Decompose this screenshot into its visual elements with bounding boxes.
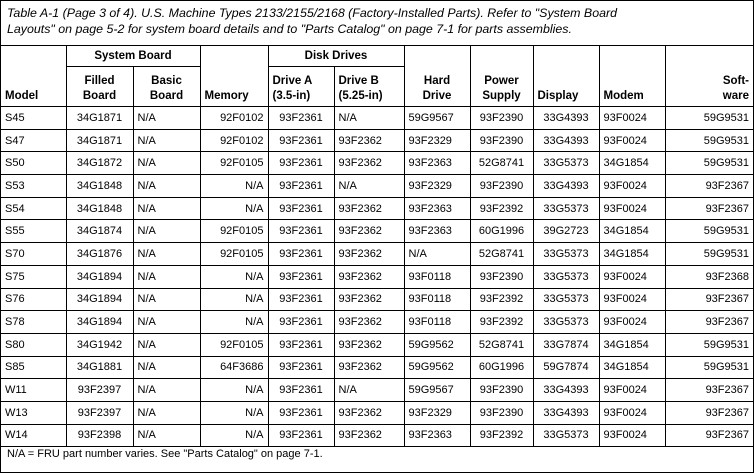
cell-modem: 93F0024 bbox=[599, 311, 665, 334]
cell-hard-drive: 93F0118 bbox=[404, 288, 470, 311]
cell-power-supply: 93F2390 bbox=[470, 129, 533, 152]
cell-drive-a: 93F2361 bbox=[268, 379, 334, 402]
header-model: Model bbox=[1, 46, 66, 107]
parts-table bbox=[1, 45, 753, 447]
cell-model: S47 bbox=[1, 129, 66, 152]
table-row bbox=[1, 379, 753, 402]
cell-basic-board: N/A bbox=[133, 129, 200, 152]
cell-model: S78 bbox=[1, 311, 66, 334]
cell-filled-board: 34G1876 bbox=[66, 243, 133, 266]
cell-drive-b: 93F2362 bbox=[334, 311, 404, 334]
cell-software: 59G9531 bbox=[665, 333, 753, 356]
cell-filled-board: 93F2397 bbox=[66, 401, 133, 424]
header-hard-drive bbox=[404, 46, 470, 107]
table-row bbox=[1, 152, 753, 175]
cell-hard-drive: 93F2363 bbox=[404, 424, 470, 447]
cell-software: 93F2367 bbox=[665, 401, 753, 424]
header-modem: Modem bbox=[599, 46, 665, 107]
cell-software: 93F2367 bbox=[665, 311, 753, 334]
cell-filled-board: 34G1874 bbox=[66, 220, 133, 243]
cell-filled-board: 34G1894 bbox=[66, 311, 133, 334]
cell-drive-b: 93F2362 bbox=[334, 288, 404, 311]
cell-display: 33G5373 bbox=[533, 288, 599, 311]
cell-memory: N/A bbox=[200, 175, 268, 198]
cell-drive-b: 93F2362 bbox=[334, 424, 404, 447]
cell-hard-drive: 93F2329 bbox=[404, 175, 470, 198]
header-filled-board-line1: Filled bbox=[84, 75, 115, 87]
cell-basic-board: N/A bbox=[133, 333, 200, 356]
cell-drive-b: 93F2362 bbox=[334, 129, 404, 152]
cell-drive-b: N/A bbox=[334, 107, 404, 130]
cell-display: 33G5373 bbox=[533, 424, 599, 447]
cell-hard-drive: 93F0118 bbox=[404, 265, 470, 288]
cell-modem: 34G1854 bbox=[599, 152, 665, 175]
cell-hard-drive: 59G9567 bbox=[404, 107, 470, 130]
header-disk-drives: Disk Drives bbox=[268, 46, 404, 67]
cell-drive-a: 93F2361 bbox=[268, 220, 334, 243]
cell-model: S80 bbox=[1, 333, 66, 356]
cell-model: S70 bbox=[1, 243, 66, 266]
cell-drive-b: 93F2362 bbox=[334, 401, 404, 424]
cell-hard-drive: 93F2363 bbox=[404, 152, 470, 175]
cell-filled-board: 93F2397 bbox=[66, 379, 133, 402]
cell-display: 33G4393 bbox=[533, 175, 599, 198]
header-drive-a-line2: (3.5-in) bbox=[272, 90, 311, 102]
cell-software: 59G9531 bbox=[665, 107, 753, 130]
cell-display: 33G5373 bbox=[533, 152, 599, 175]
cell-display: 59G7874 bbox=[533, 356, 599, 379]
cell-memory: 64F3686 bbox=[200, 356, 268, 379]
header-drive-b-line2: (5.25-in) bbox=[338, 90, 383, 102]
cell-drive-a: 93F2361 bbox=[268, 356, 334, 379]
cell-hard-drive: 59G9562 bbox=[404, 356, 470, 379]
header-software bbox=[665, 46, 753, 107]
cell-filled-board: 34G1871 bbox=[66, 129, 133, 152]
cell-memory: N/A bbox=[200, 288, 268, 311]
cell-modem: 93F0024 bbox=[599, 197, 665, 220]
cell-display: 33G5373 bbox=[533, 311, 599, 334]
cell-drive-b: 93F2362 bbox=[334, 220, 404, 243]
cell-drive-a: 93F2361 bbox=[268, 424, 334, 447]
cell-memory: N/A bbox=[200, 379, 268, 402]
cell-filled-board: 34G1848 bbox=[66, 175, 133, 198]
cell-power-supply: 93F2390 bbox=[470, 265, 533, 288]
cell-memory: N/A bbox=[200, 311, 268, 334]
cell-drive-a: 93F2361 bbox=[268, 197, 334, 220]
cell-filled-board: 34G1942 bbox=[66, 333, 133, 356]
cell-display: 33G7874 bbox=[533, 333, 599, 356]
cell-model: S53 bbox=[1, 175, 66, 198]
cell-hard-drive: 59G9567 bbox=[404, 379, 470, 402]
cell-display: 33G5373 bbox=[533, 243, 599, 266]
cell-drive-b: 93F2362 bbox=[334, 243, 404, 266]
cell-display: 33G4393 bbox=[533, 107, 599, 130]
header-power-supply-line2: Supply bbox=[482, 90, 521, 102]
cell-modem: 34G1854 bbox=[599, 333, 665, 356]
cell-memory: 92F0102 bbox=[200, 129, 268, 152]
cell-power-supply: 93F2392 bbox=[470, 197, 533, 220]
header-hard-drive-line2: Drive bbox=[422, 90, 452, 102]
cell-power-supply: 60G1996 bbox=[470, 356, 533, 379]
cell-memory: 92F0105 bbox=[200, 220, 268, 243]
cell-memory: N/A bbox=[200, 265, 268, 288]
cell-hard-drive: 59G9562 bbox=[404, 333, 470, 356]
cell-memory: 92F0105 bbox=[200, 152, 268, 175]
cell-basic-board: N/A bbox=[133, 424, 200, 447]
cell-filled-board: 34G1872 bbox=[66, 152, 133, 175]
cell-drive-a: 93F2361 bbox=[268, 401, 334, 424]
cell-basic-board: N/A bbox=[133, 197, 200, 220]
cell-memory: 92F0102 bbox=[200, 107, 268, 130]
cell-power-supply: 93F2392 bbox=[470, 424, 533, 447]
caption-line-1: Table A-1 (Page 3 of 4). U.S. Machine Types 2133/2155/2168 (Factory-Installed Parts). Refer to "System Board bbox=[7, 6, 618, 20]
header-filled-board bbox=[66, 67, 133, 107]
table-row bbox=[1, 424, 753, 447]
table-body bbox=[1, 107, 753, 447]
cell-filled-board: 34G1894 bbox=[66, 265, 133, 288]
header-drive-a bbox=[268, 67, 334, 107]
cell-basic-board: N/A bbox=[133, 152, 200, 175]
header-power-supply-line1: Power bbox=[484, 75, 519, 87]
table-row bbox=[1, 175, 753, 198]
cell-software: 59G9531 bbox=[665, 129, 753, 152]
cell-drive-b: N/A bbox=[334, 379, 404, 402]
cell-software: 93F2368 bbox=[665, 265, 753, 288]
header-software-line1: Soft- bbox=[722, 75, 749, 87]
cell-filled-board: 34G1848 bbox=[66, 197, 133, 220]
cell-modem: 34G1854 bbox=[599, 356, 665, 379]
header-basic-board-line2: Board bbox=[149, 90, 184, 102]
table-row bbox=[1, 129, 753, 152]
cell-model: W14 bbox=[1, 424, 66, 447]
cell-software: 59G9531 bbox=[665, 243, 753, 266]
table-row bbox=[1, 265, 753, 288]
cell-basic-board: N/A bbox=[133, 220, 200, 243]
cell-drive-a: 93F2361 bbox=[268, 265, 334, 288]
cell-model: W11 bbox=[1, 379, 66, 402]
cell-basic-board: N/A bbox=[133, 107, 200, 130]
cell-software: 59G9531 bbox=[665, 152, 753, 175]
cell-drive-b: 93F2362 bbox=[334, 356, 404, 379]
table-row bbox=[1, 288, 753, 311]
cell-drive-b: 93F2362 bbox=[334, 265, 404, 288]
cell-drive-a: 93F2361 bbox=[268, 311, 334, 334]
footnote: N/A = FRU part number varies. See "Parts Catalog" on page 7-1. bbox=[7, 448, 323, 460]
cell-basic-board: N/A bbox=[133, 175, 200, 198]
header-filled-board-line2: Board bbox=[82, 90, 117, 102]
cell-modem: 93F0024 bbox=[599, 265, 665, 288]
cell-power-supply: 93F2390 bbox=[470, 107, 533, 130]
cell-display: 33G4393 bbox=[533, 129, 599, 152]
table-row bbox=[1, 333, 753, 356]
header-basic-board-line1: Basic bbox=[151, 75, 182, 87]
cell-modem: 34G1854 bbox=[599, 243, 665, 266]
cell-drive-a: 93F2361 bbox=[268, 152, 334, 175]
cell-basic-board: N/A bbox=[133, 401, 200, 424]
header-display: Display bbox=[533, 46, 599, 107]
header-system-board: System Board bbox=[66, 46, 200, 67]
cell-filled-board: 34G1881 bbox=[66, 356, 133, 379]
table-row bbox=[1, 107, 753, 130]
cell-drive-b: 93F2362 bbox=[334, 333, 404, 356]
cell-software: 93F2367 bbox=[665, 197, 753, 220]
header-software-line2: ware bbox=[722, 90, 749, 102]
table-caption bbox=[1, 1, 753, 41]
cell-software: 93F2367 bbox=[665, 175, 753, 198]
cell-model: W13 bbox=[1, 401, 66, 424]
cell-software: 59G9531 bbox=[665, 356, 753, 379]
cell-hard-drive: 93F2363 bbox=[404, 197, 470, 220]
cell-drive-a: 93F2361 bbox=[268, 333, 334, 356]
cell-model: S76 bbox=[1, 288, 66, 311]
table-row bbox=[1, 356, 753, 379]
table-row bbox=[1, 243, 753, 266]
cell-model: S85 bbox=[1, 356, 66, 379]
cell-hard-drive: 93F0118 bbox=[404, 311, 470, 334]
table-row bbox=[1, 311, 753, 334]
cell-basic-board: N/A bbox=[133, 311, 200, 334]
cell-power-supply: 93F2390 bbox=[470, 379, 533, 402]
cell-display: 33G4393 bbox=[533, 401, 599, 424]
cell-drive-a: 93F2361 bbox=[268, 107, 334, 130]
header-drive-b-line1: Drive B bbox=[338, 75, 379, 87]
cell-filled-board: 34G1871 bbox=[66, 107, 133, 130]
header-memory: Memory bbox=[200, 46, 268, 107]
cell-display: 33G5373 bbox=[533, 197, 599, 220]
cell-power-supply: 52G8741 bbox=[470, 333, 533, 356]
cell-modem: 93F0024 bbox=[599, 401, 665, 424]
header-hard-drive-line1: Hard bbox=[423, 75, 451, 87]
cell-power-supply: 93F2390 bbox=[470, 401, 533, 424]
cell-display: 39G2723 bbox=[533, 220, 599, 243]
cell-modem: 93F0024 bbox=[599, 379, 665, 402]
cell-basic-board: N/A bbox=[133, 288, 200, 311]
cell-basic-board: N/A bbox=[133, 243, 200, 266]
cell-drive-a: 93F2361 bbox=[268, 243, 334, 266]
cell-modem: 93F0024 bbox=[599, 288, 665, 311]
header-drive-a-line1: Drive A bbox=[272, 75, 313, 87]
cell-modem: 34G1854 bbox=[599, 220, 665, 243]
cell-power-supply: 93F2392 bbox=[470, 311, 533, 334]
header-power-supply bbox=[470, 46, 533, 107]
cell-drive-b: N/A bbox=[334, 175, 404, 198]
cell-software: 93F2367 bbox=[665, 424, 753, 447]
table-row bbox=[1, 401, 753, 424]
cell-drive-a: 93F2361 bbox=[268, 129, 334, 152]
cell-power-supply: 93F2390 bbox=[470, 175, 533, 198]
cell-memory: N/A bbox=[200, 424, 268, 447]
cell-software: 93F2367 bbox=[665, 379, 753, 402]
cell-power-supply: 52G8741 bbox=[470, 243, 533, 266]
cell-modem: 93F0024 bbox=[599, 107, 665, 130]
table-row bbox=[1, 197, 753, 220]
cell-power-supply: 60G1996 bbox=[470, 220, 533, 243]
cell-drive-a: 93F2361 bbox=[268, 175, 334, 198]
cell-power-supply: 93F2392 bbox=[470, 288, 533, 311]
cell-filled-board: 34G1894 bbox=[66, 288, 133, 311]
cell-basic-board: N/A bbox=[133, 379, 200, 402]
cell-model: S54 bbox=[1, 197, 66, 220]
cell-memory: N/A bbox=[200, 197, 268, 220]
cell-model: S55 bbox=[1, 220, 66, 243]
cell-filled-board: 93F2398 bbox=[66, 424, 133, 447]
cell-drive-b: 93F2362 bbox=[334, 197, 404, 220]
header-drive-b bbox=[334, 67, 404, 107]
cell-software: 59G9531 bbox=[665, 220, 753, 243]
cell-power-supply: 52G8741 bbox=[470, 152, 533, 175]
cell-basic-board: N/A bbox=[133, 265, 200, 288]
caption-line-2: Layouts" on page 5-2 for system board details and to "Parts Catalog" on page 7-1 for parts assemblies. bbox=[7, 22, 572, 36]
cell-model: S50 bbox=[1, 152, 66, 175]
cell-hard-drive: N/A bbox=[404, 243, 470, 266]
cell-hard-drive: 93F2329 bbox=[404, 401, 470, 424]
cell-model: S45 bbox=[1, 107, 66, 130]
cell-drive-b: 93F2362 bbox=[334, 152, 404, 175]
cell-display: 33G5373 bbox=[533, 265, 599, 288]
cell-modem: 93F0024 bbox=[599, 424, 665, 447]
cell-hard-drive: 93F2363 bbox=[404, 220, 470, 243]
cell-display: 33G4393 bbox=[533, 379, 599, 402]
cell-basic-board: N/A bbox=[133, 356, 200, 379]
header-basic-board bbox=[133, 67, 200, 107]
cell-modem: 93F0024 bbox=[599, 175, 665, 198]
cell-hard-drive: 93F2329 bbox=[404, 129, 470, 152]
cell-drive-a: 93F2361 bbox=[268, 288, 334, 311]
cell-memory: 92F0105 bbox=[200, 333, 268, 356]
cell-modem: 93F0024 bbox=[599, 129, 665, 152]
cell-model: S75 bbox=[1, 265, 66, 288]
table-row bbox=[1, 220, 753, 243]
cell-memory: 92F0105 bbox=[200, 243, 268, 266]
cell-memory: N/A bbox=[200, 401, 268, 424]
cell-software: 93F2367 bbox=[665, 288, 753, 311]
